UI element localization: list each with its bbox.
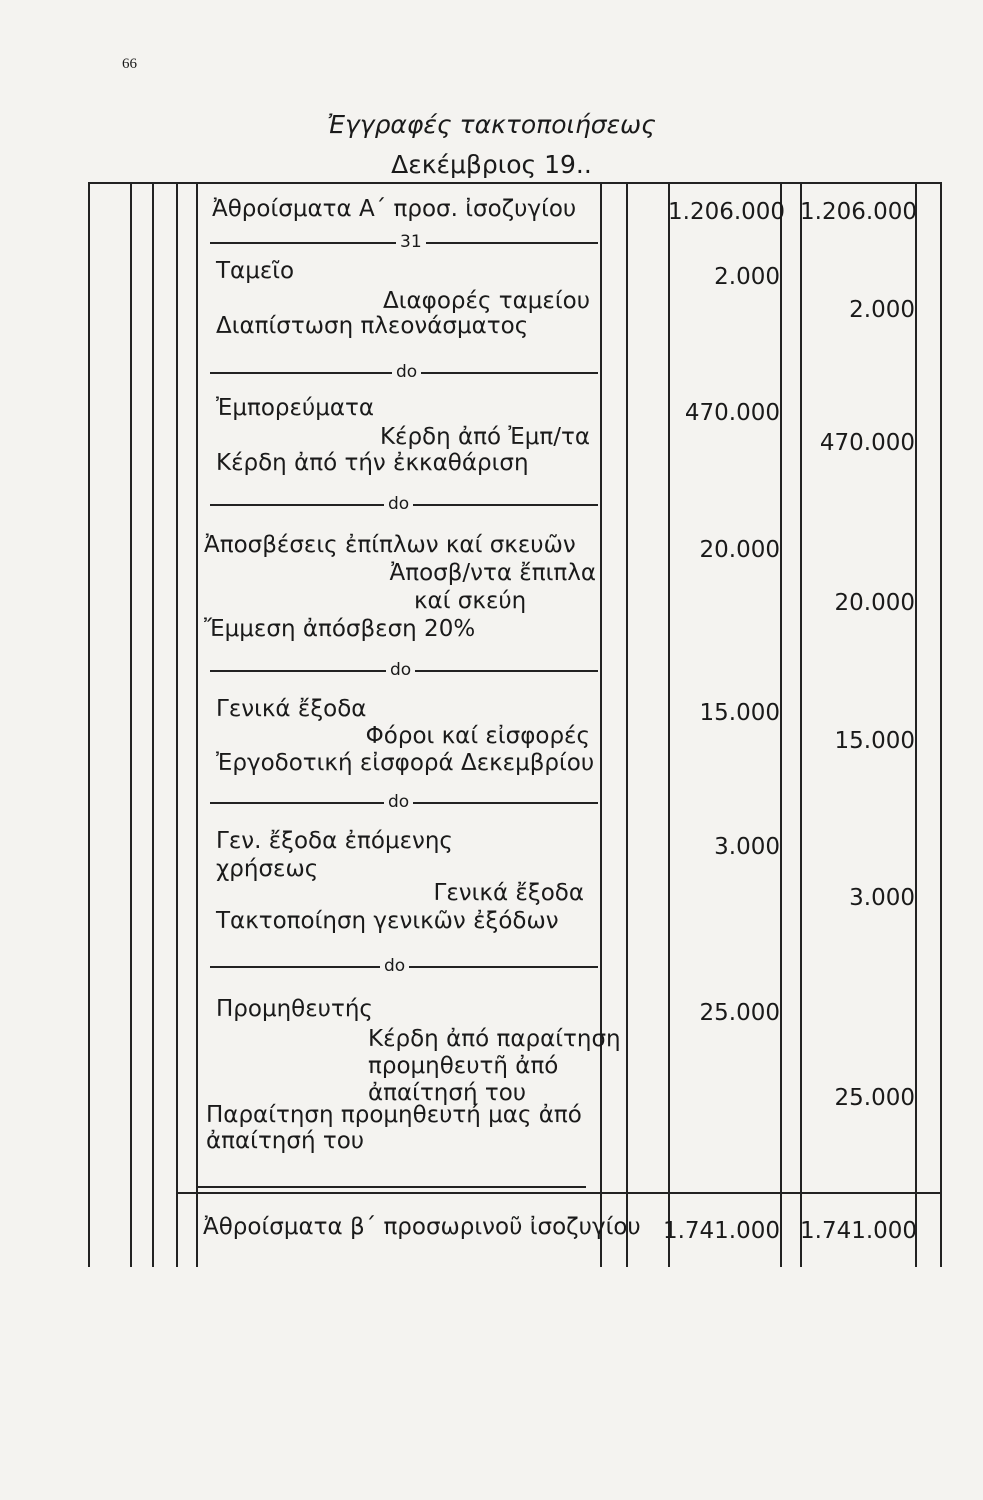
entry-explanation: Ἐργοδοτική εἰσφορά Δεκεμβρίου — [216, 750, 595, 776]
entry-separator-label: do — [392, 362, 421, 382]
column-rule — [176, 182, 178, 1267]
entry-credit-amount: 470.000 — [819, 430, 915, 456]
closing-total-rule — [176, 1192, 940, 1194]
column-rule — [196, 182, 198, 1267]
entry-credit-account: Φόροι καί εἰσφορές — [365, 723, 590, 749]
entry-separator-label: do — [384, 792, 413, 812]
entry-separator-label: do — [380, 956, 409, 976]
entry-explanation: Τακτοποίηση γενικῶν ἐξόδων — [216, 908, 559, 934]
entry-debit-amount: 15.000 — [699, 700, 780, 726]
entry-explanation: Ἔμμεση ἀπόσβεση 20% — [204, 616, 476, 642]
entry-debit-account: Ἐμπορεύματα — [216, 395, 375, 421]
entry-credit-amount: 20.000 — [834, 590, 915, 616]
closing-total-debit: 1.741.000 — [662, 1218, 780, 1244]
entry-debit-amount: 20.000 — [699, 537, 780, 563]
opening-total-label: Ἀθροίσματα Α΄ προσ. ἰσοζυγίου — [212, 196, 577, 222]
entry-explanation: Διαπίστωση πλεονάσματος — [216, 313, 529, 339]
entry-explanation: Παραίτηση προμηθευτή μας ἀπό — [206, 1102, 582, 1128]
table-right-border — [940, 182, 942, 1267]
entry-debit-account: Ταμεῖο — [216, 258, 295, 284]
column-rule — [626, 182, 628, 1267]
entry-explanation: ἀπαίτησή του — [206, 1128, 365, 1154]
closing-total-label: Ἀθροίσματα β΄ προσωρινοῦ ἰσοζυγίου — [203, 1214, 641, 1240]
table-left-border — [88, 182, 90, 1267]
closing-total-credit: 1.741.000 — [800, 1218, 918, 1244]
entry-debit-account: Προμηθευτής — [216, 996, 373, 1022]
entry-separator-label: do — [386, 660, 415, 680]
column-rule — [600, 182, 602, 1267]
entry-credit-account: Γενικά ἔξοδα — [433, 880, 584, 906]
page-subtitle: Δεκέμβριος 19.. — [391, 150, 592, 179]
entry-credit-amount: 2.000 — [849, 297, 915, 323]
entry-debit-account: Γεν. ἔξοδα ἐπόμενης — [216, 828, 453, 854]
entry-credit-account: Διαφορές ταμείου — [383, 288, 590, 314]
opening-total-credit: 1.206.000 — [800, 199, 918, 225]
entry-debit-amount: 470.000 — [684, 400, 780, 426]
page-title: Ἐγγραφές τακτοποιήσεως — [327, 110, 656, 139]
entry-credit-account: Κέρδη ἀπό Ἐμπ/τα — [379, 424, 590, 450]
table-top-border — [88, 182, 942, 184]
entry-credit-account: ἀπαίτησή του — [368, 1080, 527, 1106]
column-rule — [152, 182, 154, 1267]
entry-separator-label: 31 — [396, 232, 426, 252]
entry-credit-amount: 3.000 — [849, 885, 915, 911]
entry-credit-account: καί σκεύη — [414, 588, 527, 614]
entry-credit-account: Κέρδη ἀπό παραίτηση — [368, 1026, 621, 1052]
column-rule — [915, 182, 917, 1267]
entry-credit-account: Ἀποσβ/ντα ἔπιπλα — [389, 560, 596, 586]
entry-explanation: Κέρδη ἀπό τήν ἐκκαθάριση — [216, 450, 529, 476]
entry-debit-account: Ἀποσβέσεις ἐπίπλων καί σκευῶν — [204, 532, 576, 558]
column-rule — [130, 182, 132, 1267]
entry-credit-amount: 25.000 — [834, 1085, 915, 1111]
column-rule — [780, 182, 782, 1267]
entry-debit-amount: 2.000 — [714, 264, 780, 290]
entry-debit-account: χρήσεως — [216, 856, 319, 882]
closing-separator-line — [196, 1186, 586, 1188]
opening-total-debit: 1.206.000 — [668, 199, 786, 225]
entry-separator-label: do — [384, 494, 413, 514]
entry-credit-account: προμηθευτῆ ἀπό — [368, 1053, 559, 1079]
page-number: 66 — [122, 56, 137, 72]
entry-debit-amount: 3.000 — [714, 834, 780, 860]
entry-debit-amount: 25.000 — [699, 1000, 780, 1026]
entry-credit-amount: 15.000 — [834, 728, 915, 754]
entry-debit-account: Γενικά ἔξοδα — [216, 696, 367, 722]
